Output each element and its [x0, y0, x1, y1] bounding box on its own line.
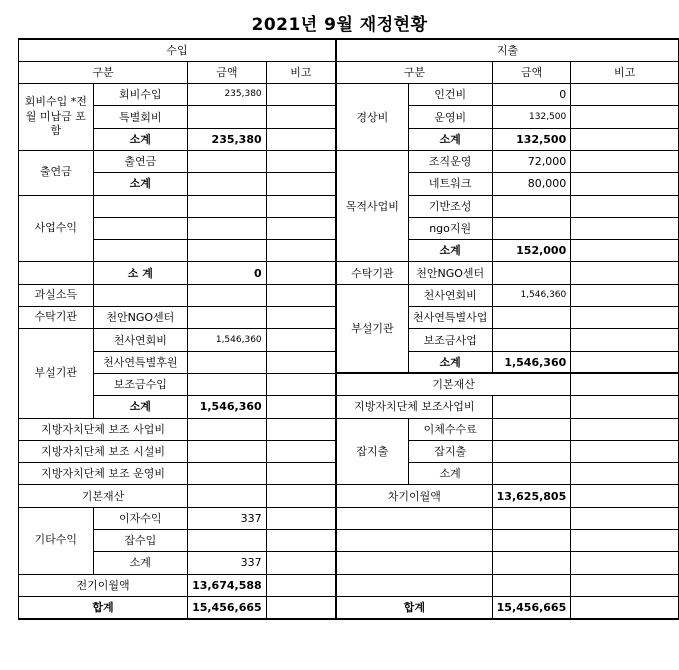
table-row [19, 284, 679, 306]
income-basic-assets-label: 기본재산 [19, 485, 188, 507]
expense-note-cell [571, 373, 679, 395]
expense-subtotal-label: 소계 [408, 128, 492, 150]
expense-note-cell [571, 195, 679, 217]
expense-subtotal-amount: 152,000 [492, 240, 571, 262]
income-membership-label: 회비수입 *전월 미납금 포함 [19, 84, 94, 151]
income-item-name [93, 195, 188, 217]
income-note-cell [266, 307, 336, 329]
expense-trust-label: 수탁기관 [336, 262, 408, 284]
income-note-cell [266, 418, 336, 440]
income-amount-header: 금액 [188, 61, 267, 83]
income-trust-label: 수탁기관 [19, 307, 94, 329]
income-note-cell [266, 530, 336, 552]
income-note-cell [266, 150, 336, 172]
expense-note-cell [571, 396, 679, 418]
expense-item-amount: 72,000 [492, 150, 571, 172]
income-item-amount: 235,380 [188, 84, 267, 106]
expense-note-cell [571, 262, 679, 284]
expense-item-amount [492, 507, 571, 529]
expense-item-amount [492, 195, 571, 217]
income-carryover-label: 전기이월액 [19, 574, 188, 596]
income-item-amount [188, 240, 267, 262]
income-note-cell [266, 329, 336, 351]
expense-item-name: 조직운영 [408, 150, 492, 172]
income-subtotal-amount: 0 [188, 262, 267, 284]
income-item-amount [188, 373, 267, 395]
income-contribution-label: 출연금 [19, 150, 94, 195]
expense-item-amount [492, 418, 571, 440]
income-business-label: 사업수익 [19, 195, 94, 262]
income-note-cell [266, 574, 336, 596]
income-item-name [93, 284, 188, 306]
income-item-amount [188, 463, 267, 485]
income-category-header: 구분 [19, 61, 188, 83]
expense-item-amount: 1,546,360 [492, 284, 571, 306]
expense-blank-cell [336, 574, 492, 596]
income-item-amount: 337 [188, 507, 267, 529]
expense-subtotal-label: 소계 [408, 351, 492, 373]
expense-item-name: 잡지출 [408, 440, 492, 462]
income-item-amount [188, 440, 267, 462]
expense-item-amount: 132,500 [492, 106, 571, 128]
income-item-name: 보조금수입 [93, 373, 188, 395]
finance-table [18, 38, 679, 620]
expense-note-cell [571, 463, 679, 485]
income-item-name [93, 240, 188, 262]
income-note-cell [266, 128, 336, 150]
expense-subtotal-label: 소계 [408, 240, 492, 262]
expense-note-cell [571, 485, 679, 507]
expense-subtotal-amount [492, 463, 571, 485]
table-row [19, 373, 679, 395]
expense-item-name: 보조금사업 [408, 329, 492, 351]
income-note-cell [266, 217, 336, 239]
expense-next-carry-label: 차기이월액 [336, 485, 492, 507]
income-note-cell [266, 195, 336, 217]
expense-item-name: ngo지원 [408, 217, 492, 239]
expense-note-cell [571, 552, 679, 574]
expense-note-cell [571, 240, 679, 262]
income-other-label: 기타수익 [19, 507, 94, 574]
income-note-header: 비고 [266, 61, 336, 83]
income-item-name: 천사연특별후원 [93, 351, 188, 373]
expense-item-name: 운영비 [408, 106, 492, 128]
income-note-cell [266, 596, 336, 618]
expense-note-cell [571, 440, 679, 462]
expense-item-amount [492, 396, 571, 418]
income-item-amount [188, 150, 267, 172]
expense-operating-label: 경상비 [336, 84, 408, 151]
table-row [19, 84, 679, 106]
expense-blank-cell [336, 530, 492, 552]
expense-amount-header: 금액 [492, 61, 571, 83]
income-subtotal-label: 소계 [93, 396, 188, 418]
income-item-amount [188, 418, 267, 440]
income-note-cell [266, 84, 336, 106]
expense-item-amount: 80,000 [492, 173, 571, 195]
expense-blank-cell [336, 507, 492, 529]
income-note-cell [266, 485, 336, 507]
table-row [19, 574, 679, 596]
expense-note-cell [571, 418, 679, 440]
income-subtotal-amount [188, 173, 267, 195]
income-subtotal-label: 소 계 [93, 262, 188, 284]
income-note-cell [266, 396, 336, 418]
expense-item-amount: 0 [492, 84, 571, 106]
expense-item-amount [492, 574, 571, 596]
expense-basic-assets-label: 기본재산 [336, 373, 571, 395]
income-item-amount [188, 195, 267, 217]
expense-note-cell [571, 173, 679, 195]
income-item-name: 이자수익 [93, 507, 188, 529]
expense-note-cell [571, 284, 679, 306]
expense-total-label: 합계 [336, 596, 492, 618]
expense-item-name: 기반조성 [408, 195, 492, 217]
expense-item-name: 인건비 [408, 84, 492, 106]
expense-item-amount [492, 440, 571, 462]
table-row [19, 150, 679, 172]
expense-misc-label: 잡지출 [336, 418, 408, 485]
expense-note-cell [571, 307, 679, 329]
table-row [19, 485, 679, 507]
expense-item-amount [492, 262, 571, 284]
expense-blank-cell [336, 552, 492, 574]
expense-subtotal-label: 소계 [408, 463, 492, 485]
income-blank-cell [19, 262, 94, 284]
expense-total-amount: 15,456,665 [492, 596, 571, 618]
expense-trust-name: 천안NGO센터 [408, 262, 492, 284]
table-row [19, 39, 679, 61]
income-note-cell [266, 173, 336, 195]
income-note-cell [266, 351, 336, 373]
income-note-cell [266, 240, 336, 262]
expense-note-header: 비고 [571, 61, 679, 83]
expense-note-cell [571, 596, 679, 618]
income-item-amount [188, 485, 267, 507]
income-item-name [93, 217, 188, 239]
income-item-amount: 1,546,360 [188, 329, 267, 351]
income-local-gov-label: 지방자치단체 보조 운영비 [19, 463, 188, 485]
income-item-name: 특별회비 [93, 106, 188, 128]
expense-note-cell [571, 507, 679, 529]
income-note-cell [266, 284, 336, 306]
expense-affiliate-label: 부설기관 [336, 284, 408, 373]
income-subtotal-label: 소계 [93, 552, 188, 574]
income-item-amount [188, 530, 267, 552]
table-row [19, 530, 679, 552]
income-item-amount [188, 284, 267, 306]
expense-category-header: 구분 [336, 61, 492, 83]
expense-header: 지출 [336, 39, 679, 61]
income-note-cell [266, 106, 336, 128]
expense-item-amount [492, 329, 571, 351]
income-note-cell [266, 507, 336, 529]
income-item-name: 출연금 [93, 150, 188, 172]
income-trust-name: 천안NGO센터 [93, 307, 188, 329]
income-affiliate-label: 부설기관 [19, 329, 94, 418]
expense-local-gov-label: 지방자치단체 보조사업비 [336, 396, 492, 418]
expense-item-amount [492, 217, 571, 239]
expense-item-name: 이체수수료 [408, 418, 492, 440]
expense-note-cell [571, 574, 679, 596]
income-subtotal-amount: 1,546,360 [188, 396, 267, 418]
income-note-cell [266, 440, 336, 462]
income-excess-label: 과실소득 [19, 284, 94, 306]
income-item-name: 회비수입 [93, 84, 188, 106]
expense-item-name: 천사연특별사업 [408, 307, 492, 329]
table-row [19, 396, 679, 418]
income-subtotal-amount: 235,380 [188, 128, 267, 150]
table-row [19, 262, 679, 284]
income-subtotal-label: 소계 [93, 128, 188, 150]
table-row [19, 418, 679, 440]
income-note-cell [266, 262, 336, 284]
expense-item-amount [492, 530, 571, 552]
expense-note-cell [571, 329, 679, 351]
expense-subtotal-amount: 132,500 [492, 128, 571, 150]
income-local-gov-label: 지방자치단체 보조 사업비 [19, 418, 188, 440]
expense-note-cell [571, 106, 679, 128]
income-total-label: 합계 [19, 596, 188, 618]
income-note-cell [266, 463, 336, 485]
page-title: 2021년 9월 재정현황 [251, 15, 428, 35]
income-local-gov-label: 지방자치단체 보조 시설비 [19, 440, 188, 462]
income-item-amount [188, 217, 267, 239]
income-subtotal-amount: 337 [188, 552, 267, 574]
table-row [19, 61, 679, 83]
income-item-amount [188, 351, 267, 373]
expense-subtotal-amount: 1,546,360 [492, 351, 571, 373]
table-row [19, 507, 679, 529]
expense-note-cell [571, 217, 679, 239]
expense-item-name: 네트워크 [408, 173, 492, 195]
expense-note-cell [571, 351, 679, 373]
expense-note-cell [571, 150, 679, 172]
table-row [19, 552, 679, 574]
income-header: 수입 [19, 39, 336, 61]
income-item-name: 천사연회비 [93, 329, 188, 351]
income-item-name: 잡수입 [93, 530, 188, 552]
income-item-amount [188, 307, 267, 329]
income-note-cell [266, 552, 336, 574]
expense-next-carry-amount: 13,625,805 [492, 485, 571, 507]
expense-note-cell [571, 128, 679, 150]
income-item-amount [188, 106, 267, 128]
income-carryover-amount: 13,674,588 [188, 574, 267, 596]
income-total-amount: 15,456,665 [188, 596, 267, 618]
table-row [19, 596, 679, 618]
expense-item-amount [492, 307, 571, 329]
income-subtotal-label: 소계 [93, 173, 188, 195]
income-note-cell [266, 373, 336, 395]
expense-item-amount [492, 552, 571, 574]
expense-note-cell [571, 530, 679, 552]
expense-note-cell [571, 84, 679, 106]
expense-item-name: 천사연회비 [408, 284, 492, 306]
expense-purpose-label: 목적사업비 [336, 150, 408, 261]
